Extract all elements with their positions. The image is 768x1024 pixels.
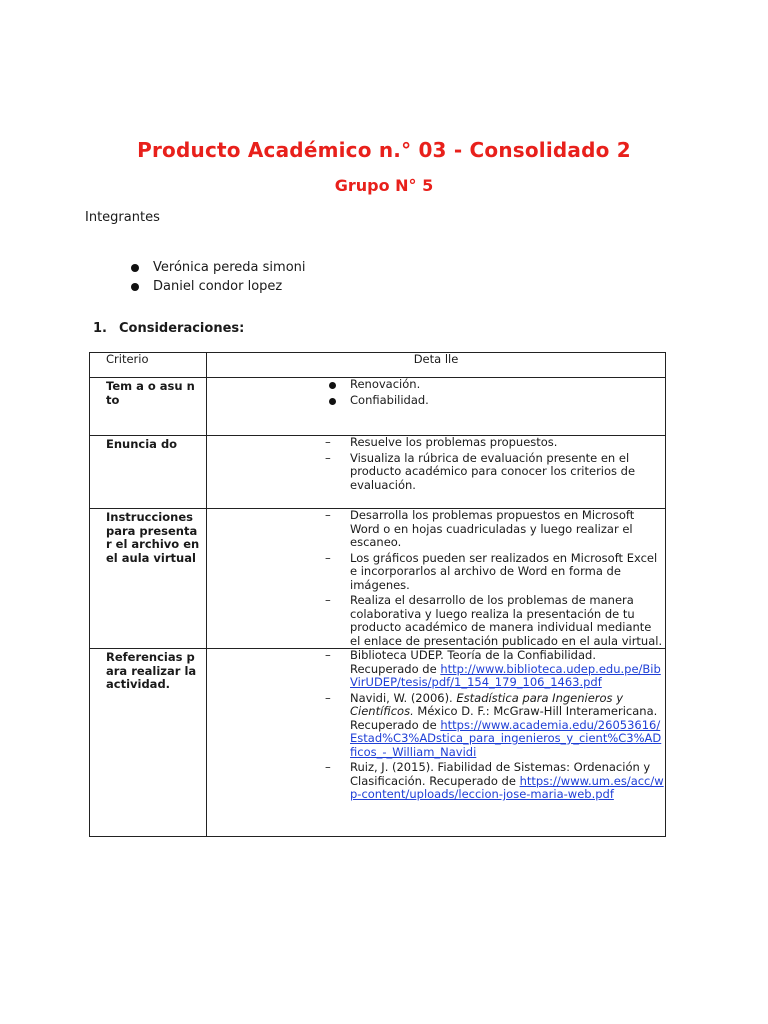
table-row [90, 378, 666, 436]
header-detalle: Deta lle [207, 353, 666, 378]
dash-icon: – [325, 550, 331, 565]
list-item [207, 394, 665, 408]
item-text: Resuelve los problemas propuestos. [350, 435, 558, 449]
item-text: Renovación. [350, 377, 421, 391]
member-name: Daniel condor lopez [153, 279, 283, 294]
reference-book-title: Estadística para Ingenieros y Científicos. [350, 690, 624, 718]
dash-icon: – [325, 760, 331, 774]
item-text: Confiabilidad. [350, 392, 429, 407]
reference-text: Biblioteca UDEP. Teoría de la Confiabilidad. Recuperado de [350, 648, 596, 676]
reference-publisher: México D. F.: McGraw-Hill Interamericana. Recuperado de [350, 704, 658, 732]
criterio-text: Tem a o asu nto [106, 379, 195, 407]
considerations-table [89, 352, 666, 837]
item-text: Realiza el desarrollo de los problemas de manera colaborativa y luego realiza la presentación de tu producto académico de manera individual mediante el enlace de presentación publicado en el aula virtual. [350, 593, 663, 648]
detalle-cell [207, 378, 666, 436]
criterio-cell [90, 436, 207, 509]
dash-icon: – [325, 648, 331, 662]
list-item [207, 452, 665, 493]
detalle-cell [207, 649, 666, 837]
section-heading [93, 321, 244, 336]
criterio-cell [90, 378, 207, 436]
list-item [207, 378, 665, 392]
criterio-text: Instrucciones para presentar el archivo en el aula virtual [106, 510, 200, 565]
list-item [207, 509, 665, 550]
integrantes-label: Integrantes [85, 210, 160, 225]
list-item [207, 436, 665, 450]
reference-link[interactable]: https://www.academia.edu/26053616/Estad%C3%ADstica_para_ingenieros_y_cient%C3%ADficos_-_William_Navidi [350, 717, 662, 759]
document-title: Producto Académico n.° 03 - Consolidado 2 [137, 138, 631, 162]
dash-icon: – [325, 690, 331, 705]
header-criterio: Criterio [90, 353, 207, 378]
members-list [130, 258, 306, 296]
table-row [90, 649, 666, 837]
section-number: 1. [93, 321, 107, 336]
dash-icon: – [325, 593, 331, 607]
list-item [207, 649, 665, 690]
reference-link[interactable]: http://www.biblioteca.udep.edu.pe/BibVirUDEP/tesis/pdf/1_154_179_106_1463.pdf [350, 661, 661, 689]
reference-text: Navidi, W. (2006). [350, 690, 453, 705]
criterio-text: Enuncia do [106, 437, 178, 451]
item-text: Los gráficos pueden ser realizados en Microsoft Excel e incorporarlos al archivo de Word en forma de imágenes. [350, 550, 658, 592]
criterio-cell [90, 509, 207, 649]
table-header-row [90, 353, 666, 378]
member-name: Verónica pereda simoni [153, 260, 306, 275]
criterio-cell [90, 649, 207, 837]
item-text: Desarrolla los problemas propuestos en Microsoft Word o en hojas cuadriculadas y luego realizar el escaneo. [350, 508, 635, 549]
list-item [130, 258, 306, 277]
list-item [207, 552, 665, 593]
section-label: Consideraciones: [119, 321, 245, 336]
table-row [90, 509, 666, 649]
dash-icon: – [325, 450, 331, 465]
bullet-icon [329, 398, 336, 405]
item-text: Visualiza la rúbrica de evaluación presente en el producto académico para conocer los criterios de evaluación. [350, 450, 636, 492]
bullet-icon [131, 264, 139, 272]
dash-icon: – [325, 435, 331, 449]
reference-link[interactable]: https://www.um.es/acc/wp-content/uploads/leccion-jose-maria-web.pdf [350, 773, 664, 801]
bullet-icon [131, 283, 139, 291]
dash-icon: – [325, 508, 331, 522]
list-item [130, 277, 306, 296]
bullet-icon [329, 382, 336, 389]
list-item [207, 761, 665, 802]
detalle-cell [207, 509, 666, 649]
list-item [207, 692, 665, 760]
detalle-cell [207, 436, 666, 509]
reference-text: Ruiz, J. (2015). Fiabilidad de Sistemas: Ordenación y Clasificación. Recuperado de [350, 760, 651, 788]
criterio-text: Referencias para realizar la actividad. [106, 650, 197, 691]
list-item [207, 594, 665, 648]
table-row [90, 436, 666, 509]
group-subtitle: Grupo N° 5 [334, 176, 434, 195]
